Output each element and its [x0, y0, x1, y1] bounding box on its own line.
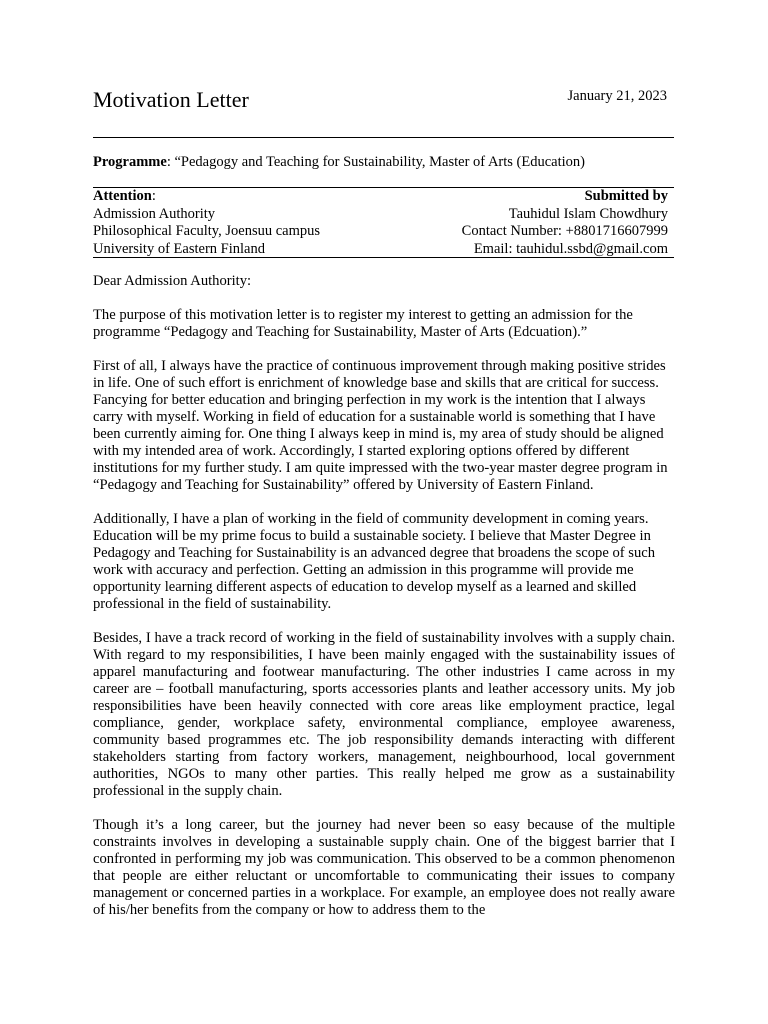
salutation: Dear Admission Authority: — [93, 273, 252, 289]
address-row — [93, 206, 668, 224]
address-row — [93, 241, 668, 259]
submitted-by-label: Submitted by — [584, 188, 668, 204]
address-header-row — [93, 188, 668, 206]
attention-heading — [93, 188, 156, 206]
sender-contact-number: Contact Number: +8801716607999 — [461, 223, 668, 239]
programme-line — [93, 153, 585, 171]
letter-paragraph: Though it’s a long career, but the journey had never been so easy because of the multiple constraints involves in developing a sustainable supply chain. One of the biggest barrier that I confronted in performing my job was communication. This observed to be a common phenomenon that people are either reluctant or uncomfortable to communicating their issues to company management or concerned parties in a workplace. For example, an employee does not really aware of his/her benefits from the company or how to address them to the — [93, 817, 675, 918]
address-block — [93, 188, 668, 258]
address-row — [93, 223, 668, 241]
attention-label: Attention — [93, 188, 152, 204]
letter-paragraph: First of all, I always have the practice of continuous improvement through making positive strides in life. One of such effort is enrichment of knowledge base and skills that are critical for success. Fancying for better education and bringing perfection in my work is the intention that I always carry with myself. Working in field of education for a sustainable world is something that I have been currently aiming for. One thing I always keep in mind is, my area of study should be aligned with my intended area of work. Accordingly, I started exploring options offered by different institutions for my further study. I am quite impressed with the two-year master degree program in “Pedagogy and Teaching for Sustainability” offered by University of Eastern Finland. — [93, 358, 668, 493]
divider — [93, 137, 674, 138]
letter-paragraph: The purpose of this motivation letter is to register my interest to getting an admission for the programme “Pedagogy and Teaching for Sustainability, Master of Arts (Edcuation).” — [93, 307, 633, 340]
attention-colon: : — [151, 188, 156, 204]
sender-email: Email: tauhidul.ssbd@gmail.com — [473, 240, 668, 257]
sender-name: Tauhidul Islam Chowdhury — [508, 205, 668, 222]
letter-paragraph: Additionally, I have a plan of working in the field of community development in coming years. Education will be my prime focus to build a sustainable society. I believe that Master Degree in Pedagogy and Teaching for Sustainability is an advanced degree that broadens the scope of such work with accuracy and perfection. Getting an admission in this programme will provide me opportunity learning different aspects of education to develop myself as a learned and skilled professional in the field of sustainability. — [93, 511, 656, 612]
recipient-line: Philosophical Faculty, Joensuu campus — [93, 223, 321, 239]
recipient-line: University of Eastern Finland — [93, 240, 265, 257]
letter-paragraph: Besides, I have a track record of working in the field of sustainability involves with a supply chain. With regard to my responsibilities, I have been mainly engaged with the sustainability issues of apparel manufacturing and footwear manufacturing. The other industries I came across in my career are – football manufacturing, sports accessories plants and leather accessory units. My job responsibilities have been heavily connected with core areas like employment practice, legal compliance, gender, workplace safety, environmental compliance, employee awareness, community based programmes etc. The job responsibility demands interacting with different stakeholders starting from factory workers, management, neighbourhood, local government authorities, NGOs to many other parties. This really helped me grow as a sustainability professional in the supply chain. — [93, 630, 675, 799]
programme-value: : “Pedagogy and Teaching for Sustainability, Master of Arts (Education) — [166, 154, 585, 170]
divider — [93, 257, 674, 258]
letter-body — [93, 273, 675, 936]
programme-label: Programme — [93, 154, 167, 170]
recipient-line: Admission Authority — [93, 205, 216, 222]
document-title: Motivation Letter — [93, 87, 249, 112]
letter-date: January 21, 2023 — [567, 88, 667, 104]
